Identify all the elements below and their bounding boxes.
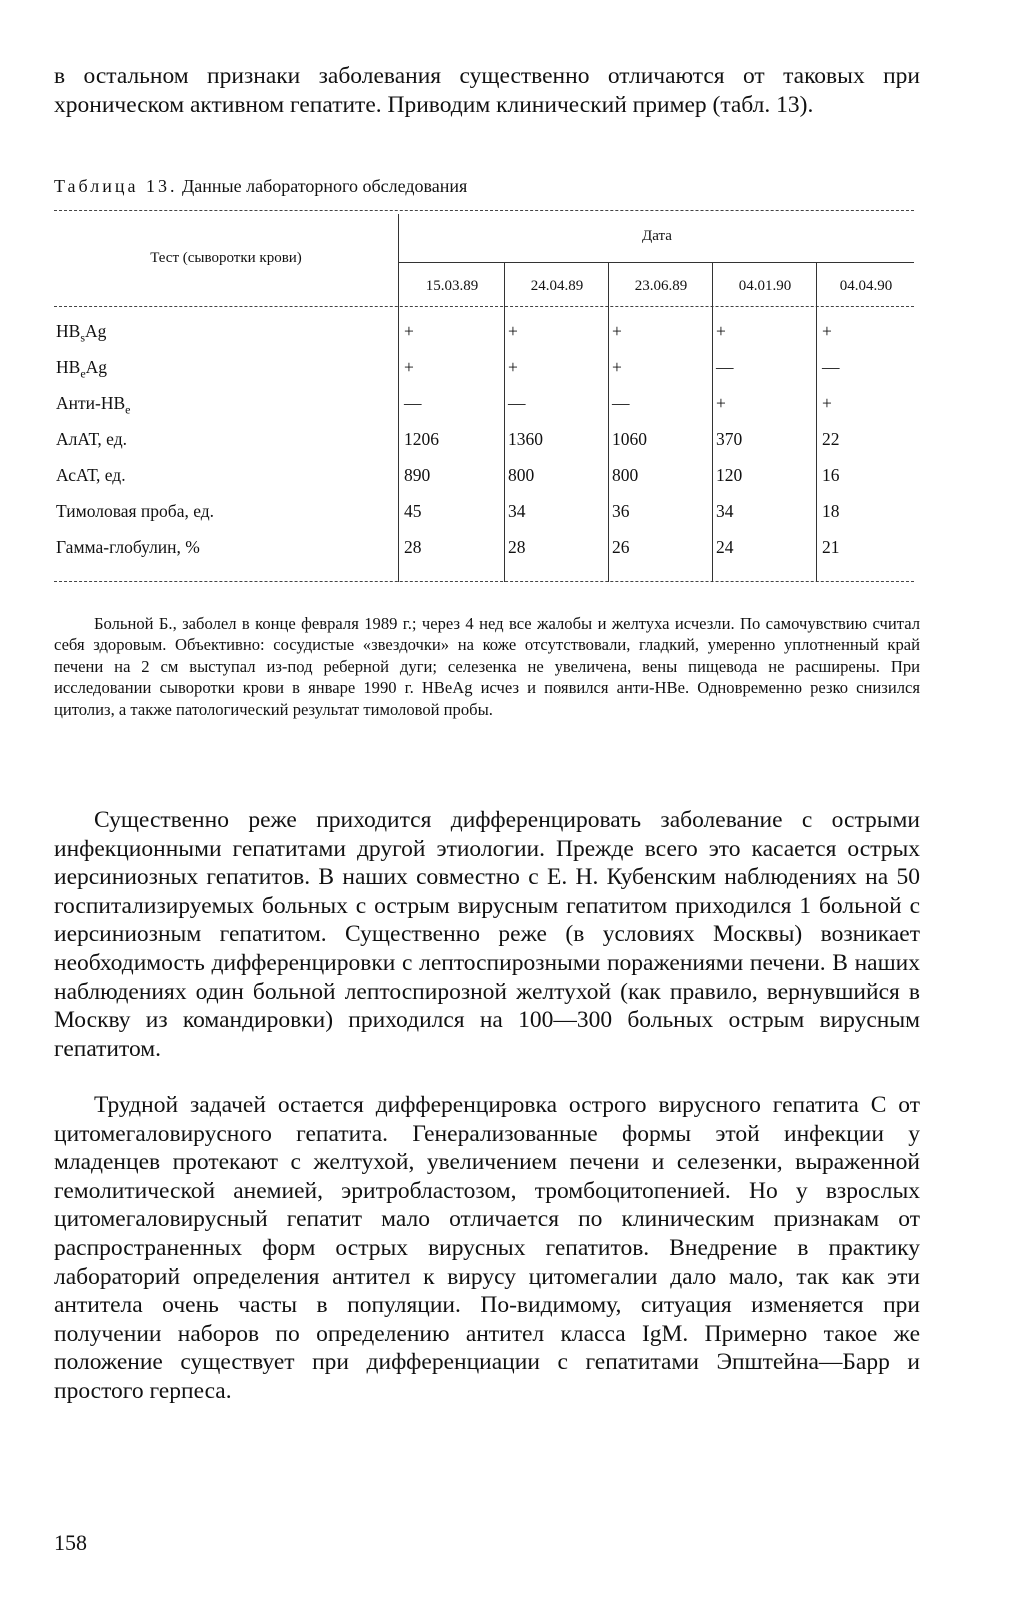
table-top-rule xyxy=(54,210,914,211)
table-column-divider xyxy=(712,262,713,582)
table-cell: 120 xyxy=(716,465,743,485)
table-header-test: Тест (сыворотки крови) xyxy=(150,250,302,266)
table-cell: 21 xyxy=(822,537,840,557)
table-cell: 1206 xyxy=(404,429,439,449)
table-row-label: Анти-$HB_e$ xyxy=(56,393,131,417)
table-column-divider xyxy=(816,262,817,582)
table-cell: + xyxy=(822,393,832,413)
table-cell: 1360 xyxy=(508,429,543,449)
table-cell: 34 xyxy=(716,501,734,521)
table-caption xyxy=(54,174,467,198)
table-cell: 370 xyxy=(716,429,743,449)
table-cell: 26 xyxy=(612,537,630,557)
table-cell: + xyxy=(612,357,622,377)
table-header-rule xyxy=(54,306,914,307)
table-cell: 16 xyxy=(822,465,840,485)
table-column-divider xyxy=(504,262,505,582)
table-cell: — xyxy=(508,393,526,413)
table-date-header: 23.06.89 xyxy=(634,278,688,294)
table-row-label: АлАТ, ед. xyxy=(56,429,127,449)
table-cell: + xyxy=(404,357,414,377)
table-cell: + xyxy=(508,357,518,377)
intro-paragraph: в остальном признаки заболевания существенно отличаются от таковых при хроническом активном гепатите. Приводим клинический пример (табл. 13). xyxy=(54,63,920,118)
table-caption-title: Данные лабораторного обследования xyxy=(181,176,468,196)
table-cell: + xyxy=(716,321,726,341)
table-row-label: Тимоловая проба, ед. xyxy=(56,501,215,521)
table-cell: + xyxy=(716,393,726,413)
table-cell: 800 xyxy=(612,465,639,485)
table-date-header: 04.04.90 xyxy=(839,278,893,294)
table-cell: + xyxy=(612,321,622,341)
table-row-label: АсАТ, ед. xyxy=(56,465,126,485)
table-cell: — xyxy=(822,357,840,377)
table-row-label: Гамма-глобулин, % xyxy=(56,537,200,557)
table-cell: 22 xyxy=(822,429,840,449)
table-cell: 24 xyxy=(716,537,734,557)
page-number: 158 xyxy=(54,1530,87,1555)
table-date-header: 15.03.89 xyxy=(425,278,479,294)
table-column-divider xyxy=(398,214,399,582)
table-date-header: 24.04.89 xyxy=(530,278,584,294)
table-cell: 36 xyxy=(612,501,630,521)
body-paragraph-1: Существенно реже приходится дифференцировать заболевание с острыми инфекционными гепатитами другой этиологии. Прежде всего это касается острых иерсиниозных гепатитов. В наших совместно с Е. Н. Кубенским наблюдениях на 50 госпитализируемых больных с острым вирусным гепатитом приходился 1 больной с иерсиниозным гепатитом. Существенно реже (в условиях Москвы) возникает необходимость дифференцировки с лептоспирозными поражениями печени. В наших наблюдениях один больной лептоспирозной желтухой (как правило, вернувшийся в Москву из командировки) приходился на 100—300 больных острым вирусным гепатитом. xyxy=(54,807,920,1062)
table-column-divider xyxy=(608,262,609,582)
table-cell: 890 xyxy=(404,465,431,485)
table-bottom-rule xyxy=(54,581,914,582)
table-cell: + xyxy=(822,321,832,341)
table-cell: + xyxy=(404,321,414,341)
table-cell: 28 xyxy=(404,537,422,557)
table-row-label: $HB_sAg$ xyxy=(56,321,107,345)
body-paragraph-2: Трудной задачей остается дифференцировка острого вирусного гепатита С от цитомегаловирусного гепатита. Генерализованные формы этой инфекции у младенцев протекают с желтухой, увеличением печени и селезенки, выраженной гемолитической анемией, эритробластозом, тромбоцитопенией. Но у взрослых цитомегаловирусный гепатит мало отличается по клиническим признакам от распространенных форм острых вирусных гепатитов. Внедрение в практику лабораторий определения антител к вирусу цитомегалии дало мало, так как эти антитела очень часты в популяции. По-видимому, ситуация изменяется при получении наборов по определению антител класса IgM. Примерно такое же положение существует при дифференциации с гепатитами Эпштейна—Барр и простого герпеса. xyxy=(54,1092,920,1404)
table-cell: 28 xyxy=(508,537,526,557)
table-date-header: 04.01.90 xyxy=(738,278,792,294)
table-cell: — xyxy=(404,393,422,413)
table-caption-label: Таблица 13. xyxy=(54,176,178,196)
table-cell: 800 xyxy=(508,465,535,485)
table-header-date: Дата xyxy=(642,228,672,244)
table-cell: 34 xyxy=(508,501,526,521)
table-cell: 18 xyxy=(822,501,840,521)
table-cell: — xyxy=(612,393,630,413)
clinical-case-paragraph: Больной Б., заболел в конце февраля 1989 г.; через 4 нед все жалобы и желтуха исчезли. По самочувствию считал себя здоровым. Объективно: сосудистые «звездочки» на коже отсутствовали, гладкий, умеренно уплотненный край печени на 2 см выступал из-под реберной дуги; селезенка не увеличена, вены пищевода не расширены. При исследовании сыворотки крови в январе 1990 г. HBeAg исчез и появился анти-HBe. Одновременно резко снизился цитолиз, а также патологический результат тимоловой пробы. xyxy=(54,614,920,719)
date-subheader-rule xyxy=(398,262,914,263)
table-cell: — xyxy=(716,357,734,377)
table-cell: 1060 xyxy=(612,429,647,449)
table-cell: + xyxy=(508,321,518,341)
table-cell: 45 xyxy=(404,501,422,521)
table-row-label: $HB_eAg$ xyxy=(56,357,108,381)
